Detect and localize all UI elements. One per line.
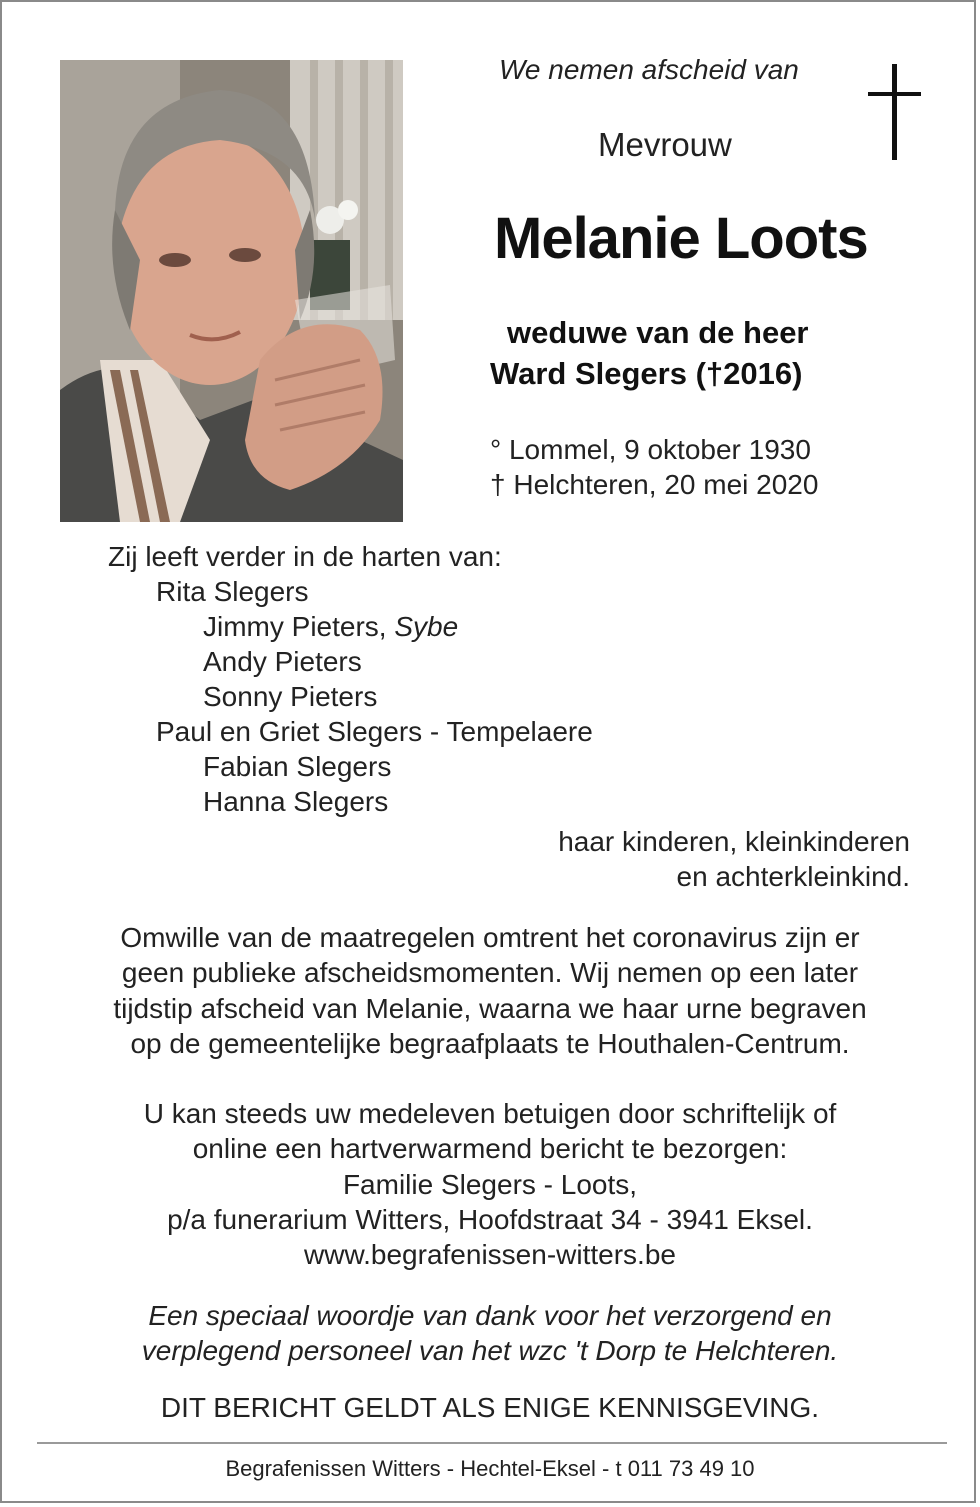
paragraph-line: Familie Slegers - Loots,: [342, 1168, 638, 1200]
arrangements-paragraph: [42, 920, 938, 1061]
child-name: Rita Slegers: [156, 576, 309, 607]
relation-line-1: haar kinderen, kleinkinderen: [558, 826, 910, 857]
paragraph-line: p/a funerarium Witters, Hoofdstraat 34 - 3941 Eksel.: [167, 1203, 813, 1235]
paragraph-line: tijdstip afscheid van Melanie, waarna we haar urne begraven: [113, 992, 867, 1024]
portrait-photo: [60, 60, 403, 522]
paragraph-line: Een speciaal woordje van dank voor het verzorgend en: [148, 1300, 832, 1331]
paragraph-line: geen publieke afscheidsmomenten. Wij nemen op een later: [121, 957, 859, 989]
paragraph-line: Omwille van de maatregelen omtrent het coronavirus zijn er: [120, 922, 860, 953]
family-intro: Zij leeft verder in de harten van:: [108, 541, 502, 572]
relation-text: [558, 824, 910, 894]
widow-line-2: Ward Slegers (†2016): [490, 356, 803, 391]
child-name: Paul en Griet Slegers - Tempelaere: [156, 716, 593, 747]
grandchild-name: [108, 609, 593, 644]
birth-line: ° Lommel, 9 oktober 1930: [490, 434, 811, 465]
website-link[interactable]: www.begrafenissen-witters.be: [304, 1239, 676, 1271]
thanks-paragraph: [42, 1298, 938, 1369]
paragraph-line: U kan steeds uw medeleven betuigen door schriftelijk of: [143, 1098, 837, 1129]
family-list: [108, 539, 593, 819]
condolence-paragraph: [42, 1096, 938, 1272]
death-line: † Helchteren, 20 mei 2020: [490, 469, 819, 500]
paragraph-line: op de gemeentelijke begraafplaats te Houthalen-Centrum.: [130, 1027, 850, 1059]
divider: [37, 1442, 947, 1444]
relation-line-2: en achterkleinkind.: [676, 861, 910, 892]
intro-text: We nemen afscheid van: [499, 54, 799, 85]
widow-line-1: weduwe van de heer: [507, 315, 809, 350]
paragraph-line: verplegend personeel van het wzc 't Dorp te Helchteren.: [141, 1335, 839, 1367]
grandchild-name: Hanna Slegers: [203, 786, 389, 817]
partner-name: Sybe: [394, 611, 459, 642]
grandchild-name-text: Jimmy Pieters,: [203, 611, 395, 642]
notice-text: DIT BERICHT GELDT ALS ENIGE KENNISGEVING.: [160, 1392, 820, 1423]
honorific: Mevrouw: [598, 126, 732, 163]
grandchild-name: Fabian Slegers: [203, 751, 392, 782]
deceased-name: Melanie Loots: [494, 206, 868, 271]
paragraph-line: online een hartverwarmend bericht te bezorgen:: [192, 1133, 788, 1165]
grandchild-name: Andy Pieters: [203, 646, 362, 677]
grandchild-name: Sonny Pieters: [203, 681, 378, 712]
footer-text: Begrafenissen Witters - Hechtel-Eksel - t 011 73 49 10: [225, 1456, 755, 1481]
cross-icon: [862, 64, 926, 162]
